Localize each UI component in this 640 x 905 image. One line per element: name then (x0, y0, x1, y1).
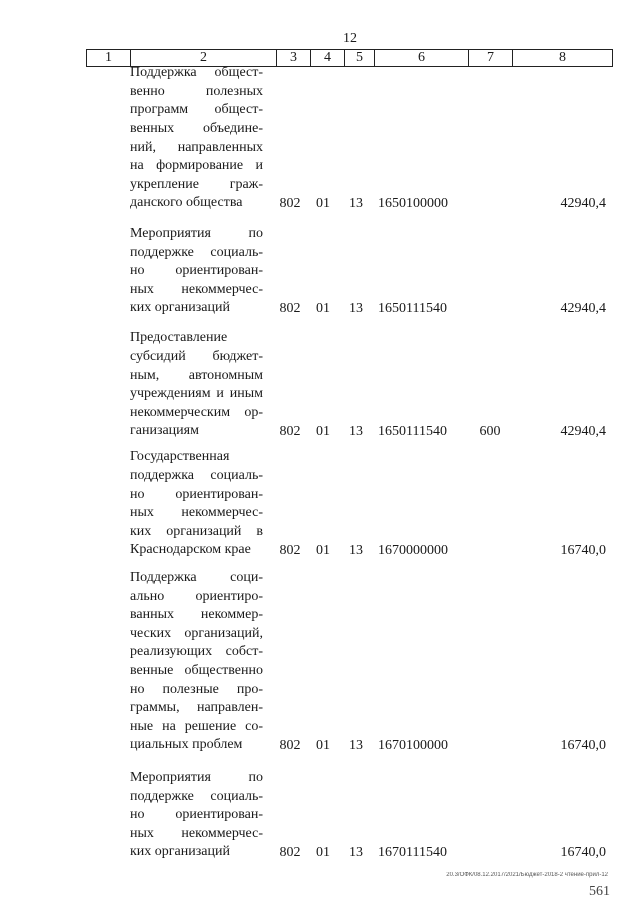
row-name-line: ний, направленных (130, 139, 263, 155)
row-amount: 16740,0 (560, 738, 606, 753)
row-section-code: 01 (316, 195, 330, 211)
row-ministry-code: 802 (279, 423, 301, 439)
row-name-line: ганизациям (130, 423, 199, 439)
row-name (130, 448, 263, 560)
row-name-line: ванных некоммер- (130, 607, 263, 623)
row-subsection-code: 13 (349, 738, 363, 753)
column-number-5: 5 (345, 50, 375, 67)
column-number-7: 7 (469, 50, 513, 67)
row-name-line: венных объедине- (130, 120, 263, 136)
row-name (130, 769, 263, 862)
column-number-8: 8 (513, 50, 613, 67)
row-subsection-code: 13 (349, 845, 363, 860)
row-name-line: Мероприятия по (130, 226, 263, 241)
row-name-line: Поддержка соци- (130, 570, 263, 585)
row-name-line: поддержке социаль- (130, 244, 263, 260)
row-name-line: Предоставление (130, 330, 228, 346)
row-section-code: 01 (316, 423, 330, 439)
row-amount: 16740,0 (560, 845, 606, 860)
row-name (130, 225, 263, 318)
row-name-line: но ориентирован- (130, 263, 263, 279)
row-target-code: 1670000000 (378, 542, 448, 558)
row-name-line: ные на решение со- (130, 718, 263, 734)
row-name-line: укрепление граж- (130, 176, 263, 192)
row-target-code: 1650111540 (378, 301, 447, 316)
row-name-line: венные общественно (130, 662, 263, 678)
row-name-line: но полезные про- (130, 681, 263, 697)
row-section-code: 01 (316, 301, 330, 316)
row-name-line: Мероприятия по (130, 770, 263, 785)
row-target-code: 1670111540 (378, 845, 447, 860)
row-name-line: поддержка социаль- (130, 467, 263, 483)
row-name-line: ным, автономным (130, 367, 263, 383)
row-ministry-code: 802 (279, 542, 301, 558)
table-row (0, 225, 640, 318)
column-number-4: 4 (311, 50, 345, 67)
row-name-line: учреждениям и иным (130, 386, 263, 402)
row-name-line: но ориентирован- (130, 486, 263, 502)
row-name-line: ких организаций (130, 844, 230, 860)
row-name-line: ких организаций (130, 300, 230, 316)
row-name-line: Поддержка общест- (130, 65, 263, 81)
row-name-line: ально ориентиро- (130, 588, 263, 604)
row-name-line: программ общест- (130, 102, 263, 118)
row-amount: 42940,4 (560, 423, 606, 439)
row-name-line: циальных проблем (130, 737, 243, 753)
row-target-code: 1650111540 (378, 423, 447, 439)
footer-page-number: 561 (589, 884, 610, 899)
row-amount: 42940,4 (560, 195, 606, 211)
footer-file-note: 20.3/ОФК/08.12.2017/2021/Бюджет-2018-2 чтение-прил-12 (446, 872, 608, 878)
row-amount: 42940,4 (560, 301, 606, 316)
row-name-line: венно полезных (130, 83, 263, 99)
page-number: 12 (343, 31, 357, 46)
table-row (0, 769, 640, 862)
row-name-line: ких организаций в (130, 523, 263, 539)
row-name-line: субсидий бюджет- (130, 348, 263, 364)
row-subsection-code: 13 (349, 301, 363, 316)
row-target-code: 1650100000 (378, 195, 448, 211)
column-number-3: 3 (277, 50, 311, 67)
row-name-line: поддержке социаль- (130, 788, 263, 804)
row-ministry-code: 802 (279, 845, 301, 860)
table-row (0, 329, 640, 441)
column-number-6: 6 (375, 50, 469, 67)
row-name-line: на формирование и (130, 158, 263, 174)
row-amount: 16740,0 (560, 542, 606, 558)
row-name (130, 569, 263, 755)
row-subsection-code: 13 (349, 423, 363, 439)
row-expense-type-code: 600 (479, 423, 501, 439)
row-section-code: 01 (316, 542, 330, 558)
row-name-line: данского общества (130, 195, 243, 211)
row-target-code: 1670100000 (378, 738, 448, 753)
row-subsection-code: 13 (349, 195, 363, 211)
row-name-line: Государственная (130, 449, 230, 465)
column-number-2: 2 (131, 50, 277, 67)
row-name-line: ных некоммерчес- (130, 825, 263, 841)
row-section-code: 01 (316, 845, 330, 860)
row-ministry-code: 802 (279, 195, 301, 211)
row-name-line: ческих организаций, (130, 625, 263, 641)
row-name-line: ных некоммерчес- (130, 505, 263, 521)
row-ministry-code: 802 (279, 301, 301, 316)
table-row (0, 448, 640, 560)
row-name-line: ных некоммерчес- (130, 281, 263, 297)
row-name (130, 64, 263, 213)
table-row (0, 64, 640, 213)
row-name-line: граммы, направлен- (130, 700, 263, 716)
row-name (130, 329, 263, 441)
row-section-code: 01 (316, 738, 330, 753)
table-row (0, 569, 640, 755)
row-name-line: но ориентирован- (130, 807, 263, 823)
row-ministry-code: 802 (279, 738, 301, 753)
row-subsection-code: 13 (349, 542, 363, 558)
row-name-line: некоммерческим ор- (130, 404, 263, 420)
row-name-line: реализующих собст- (130, 644, 263, 660)
row-name-line: Краснодарском крае (130, 542, 251, 558)
column-number-1: 1 (87, 50, 131, 67)
